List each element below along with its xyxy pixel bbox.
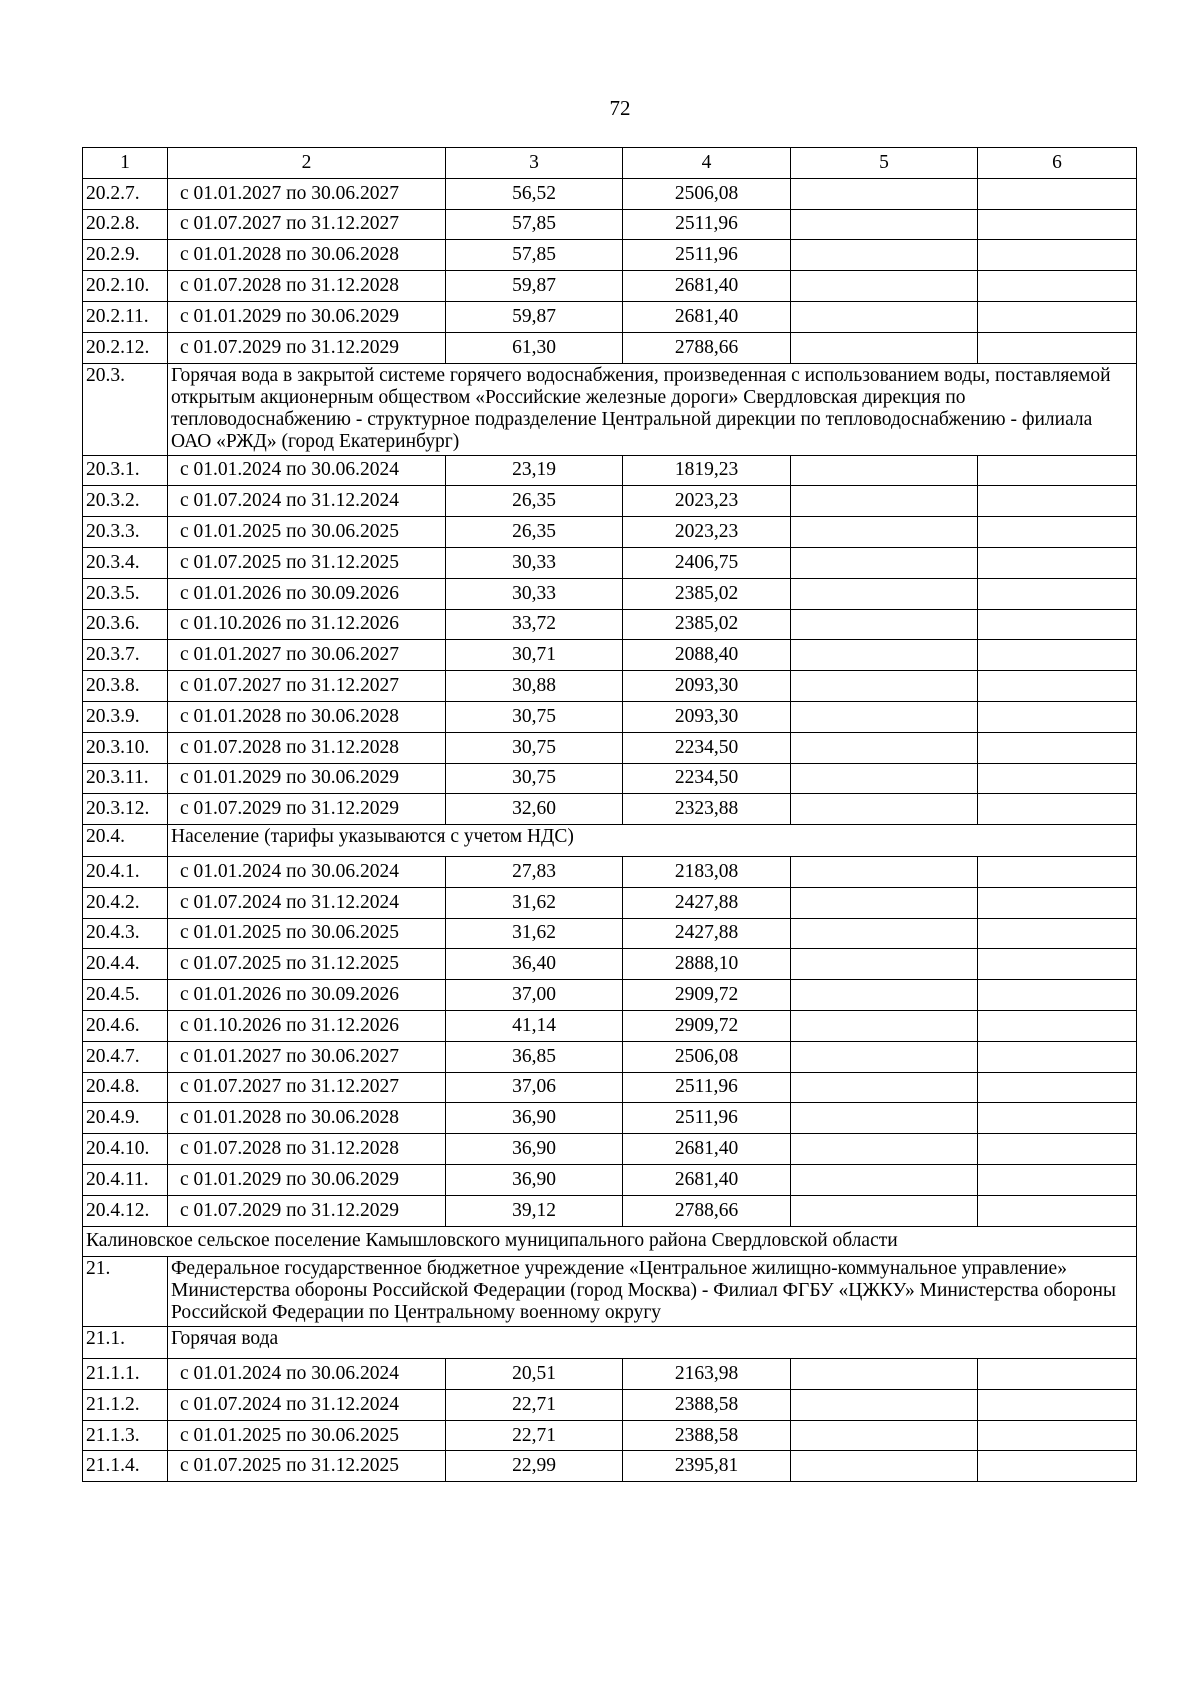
row-number-cell: 21.1.1. <box>83 1359 168 1390</box>
period-cell: с 01.01.2024 по 30.06.2024 <box>168 1359 446 1390</box>
period-cell: с 01.07.2025 по 31.12.2025 <box>168 949 446 980</box>
row-number-cell: 20.4.3. <box>83 918 168 949</box>
period-cell: с 01.07.2029 по 31.12.2029 <box>168 1195 446 1226</box>
value-col6-cell <box>978 1420 1137 1451</box>
value-col4-cell: 2163,98 <box>623 1359 791 1390</box>
value-col6-cell <box>978 578 1137 609</box>
value-col5-cell <box>791 209 978 240</box>
table-row <box>83 209 1137 240</box>
value-col6-cell <box>978 1041 1137 1072</box>
table-row <box>83 1359 1137 1390</box>
value-col6-cell <box>978 209 1137 240</box>
table-row <box>83 980 1137 1011</box>
row-number-cell: 20.3.4. <box>83 547 168 578</box>
period-cell: с 01.01.2024 по 30.06.2024 <box>168 856 446 887</box>
value-col5-cell <box>791 794 978 825</box>
period-cell: с 01.07.2027 по 31.12.2027 <box>168 209 446 240</box>
period-cell: с 01.01.2026 по 30.09.2026 <box>168 578 446 609</box>
value-col5-cell <box>791 1420 978 1451</box>
table-row <box>83 701 1137 732</box>
period-cell: с 01.07.2024 по 31.12.2024 <box>168 1389 446 1420</box>
value-col4-cell: 2681,40 <box>623 1164 791 1195</box>
table-row <box>83 949 1137 980</box>
value-col4-cell: 2388,58 <box>623 1389 791 1420</box>
period-cell: с 01.10.2026 по 31.12.2026 <box>168 609 446 640</box>
value-col4-cell: 2093,30 <box>623 671 791 702</box>
period-cell: с 01.07.2028 по 31.12.2028 <box>168 732 446 763</box>
table-row <box>83 332 1137 363</box>
row-number-cell: 20.4.1. <box>83 856 168 887</box>
table-row <box>83 1010 1137 1041</box>
value-col6-cell <box>978 732 1137 763</box>
period-cell: с 01.01.2028 по 30.06.2028 <box>168 240 446 271</box>
value-col5-cell <box>791 1103 978 1134</box>
value-col4-cell: 2385,02 <box>623 609 791 640</box>
row-number-cell: 20.3.9. <box>83 701 168 732</box>
value-col6-cell <box>978 856 1137 887</box>
value-col5-cell <box>791 178 978 209</box>
value-col5-cell <box>791 609 978 640</box>
value-col5-cell <box>791 1195 978 1226</box>
value-col3-cell: 33,72 <box>446 609 623 640</box>
table-row <box>83 578 1137 609</box>
region-title-cell: Калиновское сельское поселение Камышловского муниципального района Свердловской области <box>83 1226 1137 1257</box>
table-row <box>83 178 1137 209</box>
value-col3-cell: 37,00 <box>446 980 623 1011</box>
value-col3-cell: 36,40 <box>446 949 623 980</box>
period-cell: с 01.07.2025 по 31.12.2025 <box>168 1451 446 1482</box>
value-col3-cell: 39,12 <box>446 1195 623 1226</box>
value-col4-cell: 2395,81 <box>623 1451 791 1482</box>
table-row <box>83 609 1137 640</box>
section-title-cell: Население (тарифы указываются с учетом НДС) <box>168 825 1137 857</box>
period-cell: с 01.07.2027 по 31.12.2027 <box>168 671 446 702</box>
value-col5-cell <box>791 455 978 486</box>
table-row <box>83 732 1137 763</box>
value-col4-cell: 2406,75 <box>623 547 791 578</box>
table-row <box>83 271 1137 302</box>
header-cell: 2 <box>168 148 446 179</box>
value-col3-cell: 30,75 <box>446 701 623 732</box>
row-number-cell: 20.2.12. <box>83 332 168 363</box>
table-row <box>83 1041 1137 1072</box>
table-row <box>83 763 1137 794</box>
period-cell: с 01.07.2029 по 31.12.2029 <box>168 332 446 363</box>
period-cell: с 01.01.2028 по 30.06.2028 <box>168 701 446 732</box>
row-number-cell: 20.3.1. <box>83 455 168 486</box>
value-col4-cell: 2909,72 <box>623 980 791 1011</box>
header-cell: 5 <box>791 148 978 179</box>
value-col3-cell: 30,71 <box>446 640 623 671</box>
value-col6-cell <box>978 1134 1137 1165</box>
value-col5-cell <box>791 763 978 794</box>
section-row <box>83 363 1137 455</box>
value-col5-cell <box>791 856 978 887</box>
value-col3-cell: 41,14 <box>446 1010 623 1041</box>
value-col5-cell <box>791 918 978 949</box>
value-col6-cell <box>978 980 1137 1011</box>
value-col3-cell: 59,87 <box>446 301 623 332</box>
section-number-cell: 20.4. <box>83 825 168 857</box>
value-col3-cell: 27,83 <box>446 856 623 887</box>
table-row <box>83 640 1137 671</box>
value-col6-cell <box>978 1010 1137 1041</box>
value-col3-cell: 26,35 <box>446 517 623 548</box>
value-col5-cell <box>791 271 978 302</box>
period-cell: с 01.10.2026 по 31.12.2026 <box>168 1010 446 1041</box>
value-col4-cell: 2888,10 <box>623 949 791 980</box>
row-number-cell: 20.3.8. <box>83 671 168 702</box>
period-cell: с 01.01.2025 по 30.06.2025 <box>168 517 446 548</box>
row-number-cell: 20.4.6. <box>83 1010 168 1041</box>
value-col5-cell <box>791 486 978 517</box>
section-row <box>83 1327 1137 1359</box>
value-col4-cell: 2788,66 <box>623 332 791 363</box>
header-cell: 1 <box>83 148 168 179</box>
period-cell: с 01.01.2027 по 30.06.2027 <box>168 640 446 671</box>
value-col4-cell: 2681,40 <box>623 301 791 332</box>
value-col4-cell: 2088,40 <box>623 640 791 671</box>
section-number-cell: 21.1. <box>83 1327 168 1359</box>
row-number-cell: 20.3.10. <box>83 732 168 763</box>
value-col4-cell: 2681,40 <box>623 271 791 302</box>
value-col4-cell: 2909,72 <box>623 1010 791 1041</box>
section-row <box>83 825 1137 857</box>
section-row <box>83 1257 1137 1327</box>
value-col3-cell: 22,71 <box>446 1389 623 1420</box>
value-col3-cell: 31,62 <box>446 918 623 949</box>
table-row <box>83 671 1137 702</box>
value-col6-cell <box>978 1195 1137 1226</box>
value-col4-cell: 2511,96 <box>623 240 791 271</box>
row-number-cell: 20.3.6. <box>83 609 168 640</box>
row-number-cell: 20.3.7. <box>83 640 168 671</box>
table-row <box>83 1420 1137 1451</box>
value-col5-cell <box>791 578 978 609</box>
value-col6-cell <box>978 547 1137 578</box>
value-col3-cell: 36,90 <box>446 1164 623 1195</box>
section-title-cell: Федеральное государственное бюджетное учреждение «Центральное жилищно-коммунальное управление» Министерства обороны Российской Федерации (город Москва) - Филиал ФГБУ «ЦЖКУ» Министерства обороны Российской Федерации по Центральному военному округу <box>168 1257 1137 1327</box>
value-col4-cell: 2234,50 <box>623 763 791 794</box>
row-number-cell: 20.4.12. <box>83 1195 168 1226</box>
table-row <box>83 240 1137 271</box>
value-col6-cell <box>978 918 1137 949</box>
value-col6-cell <box>978 1072 1137 1103</box>
value-col4-cell: 2511,96 <box>623 209 791 240</box>
table-row <box>83 1164 1137 1195</box>
tariff-table <box>82 147 1137 1482</box>
row-number-cell: 20.3.5. <box>83 578 168 609</box>
value-col3-cell: 30,88 <box>446 671 623 702</box>
value-col6-cell <box>978 609 1137 640</box>
table-row <box>83 301 1137 332</box>
value-col6-cell <box>978 1451 1137 1482</box>
value-col6-cell <box>978 1359 1137 1390</box>
table-row <box>83 794 1137 825</box>
row-number-cell: 20.3.11. <box>83 763 168 794</box>
table-row <box>83 856 1137 887</box>
value-col6-cell <box>978 949 1137 980</box>
value-col3-cell: 30,75 <box>446 763 623 794</box>
row-number-cell: 20.4.2. <box>83 887 168 918</box>
value-col4-cell: 2388,58 <box>623 1420 791 1451</box>
section-title-cell: Горячая вода <box>168 1327 1137 1359</box>
value-col4-cell: 2506,08 <box>623 178 791 209</box>
value-col3-cell: 56,52 <box>446 178 623 209</box>
section-number-cell: 20.3. <box>83 363 168 455</box>
value-col6-cell <box>978 271 1137 302</box>
table-row <box>83 1134 1137 1165</box>
value-col5-cell <box>791 640 978 671</box>
value-col5-cell <box>791 701 978 732</box>
value-col6-cell <box>978 332 1137 363</box>
value-col4-cell: 2023,23 <box>623 517 791 548</box>
value-col3-cell: 32,60 <box>446 794 623 825</box>
row-number-cell: 20.4.4. <box>83 949 168 980</box>
row-number-cell: 20.2.8. <box>83 209 168 240</box>
value-col3-cell: 61,30 <box>446 332 623 363</box>
value-col4-cell: 2506,08 <box>623 1041 791 1072</box>
value-col6-cell <box>978 486 1137 517</box>
row-number-cell: 21.1.3. <box>83 1420 168 1451</box>
period-cell: с 01.07.2025 по 31.12.2025 <box>168 547 446 578</box>
period-cell: с 01.07.2029 по 31.12.2029 <box>168 794 446 825</box>
value-col4-cell: 2183,08 <box>623 856 791 887</box>
value-col5-cell <box>791 240 978 271</box>
period-cell: с 01.01.2025 по 30.06.2025 <box>168 918 446 949</box>
value-col3-cell: 36,85 <box>446 1041 623 1072</box>
tariff-table-body <box>83 148 1137 1482</box>
value-col3-cell: 23,19 <box>446 455 623 486</box>
value-col3-cell: 31,62 <box>446 887 623 918</box>
value-col5-cell <box>791 949 978 980</box>
row-number-cell: 20.4.11. <box>83 1164 168 1195</box>
row-number-cell: 20.3.3. <box>83 517 168 548</box>
value-col3-cell: 37,06 <box>446 1072 623 1103</box>
row-number-cell: 21.1.2. <box>83 1389 168 1420</box>
value-col4-cell: 2093,30 <box>623 701 791 732</box>
table-row <box>83 1103 1137 1134</box>
value-col5-cell <box>791 1389 978 1420</box>
value-col6-cell <box>978 240 1137 271</box>
row-number-cell: 20.2.9. <box>83 240 168 271</box>
row-number-cell: 20.4.7. <box>83 1041 168 1072</box>
table-row <box>83 1451 1137 1482</box>
value-col4-cell: 2427,88 <box>623 887 791 918</box>
value-col4-cell: 2385,02 <box>623 578 791 609</box>
period-cell: с 01.01.2027 по 30.06.2027 <box>168 1041 446 1072</box>
period-cell: с 01.01.2029 по 30.06.2029 <box>168 301 446 332</box>
column-number-header-row <box>83 148 1137 179</box>
period-cell: с 01.01.2029 по 30.06.2029 <box>168 763 446 794</box>
value-col3-cell: 26,35 <box>446 486 623 517</box>
value-col5-cell <box>791 332 978 363</box>
value-col3-cell: 30,33 <box>446 578 623 609</box>
table-row <box>83 547 1137 578</box>
value-col3-cell: 57,85 <box>446 209 623 240</box>
row-number-cell: 20.4.5. <box>83 980 168 1011</box>
region-row <box>83 1226 1137 1257</box>
period-cell: с 01.07.2028 по 31.12.2028 <box>168 1134 446 1165</box>
row-number-cell: 20.2.7. <box>83 178 168 209</box>
period-cell: с 01.07.2024 по 31.12.2024 <box>168 486 446 517</box>
period-cell: с 01.07.2028 по 31.12.2028 <box>168 271 446 302</box>
value-col3-cell: 59,87 <box>446 271 623 302</box>
period-cell: с 01.01.2029 по 30.06.2029 <box>168 1164 446 1195</box>
value-col3-cell: 20,51 <box>446 1359 623 1390</box>
value-col6-cell <box>978 640 1137 671</box>
value-col6-cell <box>978 1103 1137 1134</box>
section-number-cell: 21. <box>83 1257 168 1327</box>
value-col5-cell <box>791 1134 978 1165</box>
value-col6-cell <box>978 455 1137 486</box>
row-number-cell: 20.4.8. <box>83 1072 168 1103</box>
value-col5-cell <box>791 732 978 763</box>
period-cell: с 01.01.2026 по 30.09.2026 <box>168 980 446 1011</box>
table-row <box>83 517 1137 548</box>
value-col4-cell: 2681,40 <box>623 1134 791 1165</box>
table-row <box>83 486 1137 517</box>
section-title-cell: Горячая вода в закрытой системе горячего водоснабжения, произведенная с использованием воды, поставляемой открытым акционерным обществом «Российские железные дороги» Свердловская дирекция по тепловодоснабжению - структурное подразделение Центральной дирекции по тепловодоснабжению - филиала ОАО «РЖД» (город Екатеринбург) <box>168 363 1137 455</box>
value-col5-cell <box>791 1359 978 1390</box>
value-col6-cell <box>978 1164 1137 1195</box>
value-col4-cell: 2427,88 <box>623 918 791 949</box>
value-col3-cell: 30,33 <box>446 547 623 578</box>
value-col4-cell: 2234,50 <box>623 732 791 763</box>
value-col3-cell: 22,99 <box>446 1451 623 1482</box>
table-row <box>83 918 1137 949</box>
value-col5-cell <box>791 1451 978 1482</box>
header-cell: 3 <box>446 148 623 179</box>
value-col5-cell <box>791 887 978 918</box>
header-cell: 6 <box>978 148 1137 179</box>
value-col6-cell <box>978 517 1137 548</box>
page-number: 72 <box>609 96 631 120</box>
value-col5-cell <box>791 301 978 332</box>
value-col5-cell <box>791 547 978 578</box>
value-col5-cell <box>791 517 978 548</box>
value-col4-cell: 2511,96 <box>623 1103 791 1134</box>
value-col3-cell: 36,90 <box>446 1103 623 1134</box>
value-col6-cell <box>978 887 1137 918</box>
row-number-cell: 20.2.10. <box>83 271 168 302</box>
value-col4-cell: 1819,23 <box>623 455 791 486</box>
value-col6-cell <box>978 794 1137 825</box>
row-number-cell: 20.4.9. <box>83 1103 168 1134</box>
value-col5-cell <box>791 1010 978 1041</box>
row-number-cell: 20.3.2. <box>83 486 168 517</box>
table-row <box>83 1072 1137 1103</box>
period-cell: с 01.07.2027 по 31.12.2027 <box>168 1072 446 1103</box>
period-cell: с 01.01.2027 по 30.06.2027 <box>168 178 446 209</box>
table-row <box>83 455 1137 486</box>
row-number-cell: 20.4.10. <box>83 1134 168 1165</box>
value-col5-cell <box>791 1041 978 1072</box>
value-col6-cell <box>978 301 1137 332</box>
value-col3-cell: 57,85 <box>446 240 623 271</box>
header-cell: 4 <box>623 148 791 179</box>
value-col6-cell <box>978 1389 1137 1420</box>
table-row <box>83 1389 1137 1420</box>
table-row <box>83 887 1137 918</box>
value-col5-cell <box>791 1072 978 1103</box>
row-number-cell: 20.2.11. <box>83 301 168 332</box>
value-col4-cell: 2788,66 <box>623 1195 791 1226</box>
value-col5-cell <box>791 980 978 1011</box>
value-col3-cell: 22,71 <box>446 1420 623 1451</box>
row-number-cell: 20.3.12. <box>83 794 168 825</box>
value-col5-cell <box>791 1164 978 1195</box>
period-cell: с 01.01.2025 по 30.06.2025 <box>168 1420 446 1451</box>
row-number-cell: 21.1.4. <box>83 1451 168 1482</box>
value-col4-cell: 2511,96 <box>623 1072 791 1103</box>
value-col4-cell: 2023,23 <box>623 486 791 517</box>
value-col6-cell <box>978 763 1137 794</box>
value-col3-cell: 30,75 <box>446 732 623 763</box>
value-col4-cell: 2323,88 <box>623 794 791 825</box>
value-col3-cell: 36,90 <box>446 1134 623 1165</box>
period-cell: с 01.01.2024 по 30.06.2024 <box>168 455 446 486</box>
value-col6-cell <box>978 701 1137 732</box>
value-col6-cell <box>978 178 1137 209</box>
table-row <box>83 1195 1137 1226</box>
period-cell: с 01.01.2028 по 30.06.2028 <box>168 1103 446 1134</box>
value-col5-cell <box>791 671 978 702</box>
period-cell: с 01.07.2024 по 31.12.2024 <box>168 887 446 918</box>
value-col6-cell <box>978 671 1137 702</box>
